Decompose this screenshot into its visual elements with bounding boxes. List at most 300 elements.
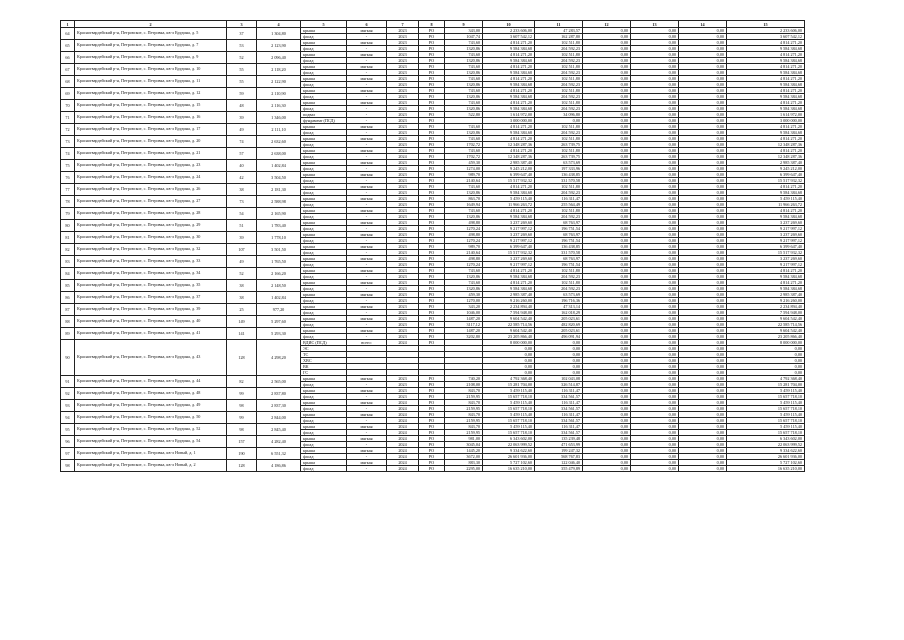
row-number: 66 xyxy=(61,52,75,64)
material-cell: - xyxy=(347,190,387,196)
col-14-cell: 0,00 xyxy=(679,466,727,472)
volume-cell: 1649,94 xyxy=(445,202,483,208)
unit-cost-cell: 496 091,94 xyxy=(535,334,583,340)
material-cell: мягкая xyxy=(347,124,387,130)
apartments-count: 49 xyxy=(227,124,257,136)
unit-cost-cell: 63 573,69 xyxy=(535,292,583,298)
material-cell: мягкая xyxy=(347,376,387,382)
col-13-cell: 0,00 xyxy=(631,34,679,40)
col-12-cell: 0,00 xyxy=(583,70,631,76)
material-cell: мягкая xyxy=(347,388,387,394)
cost-cell: 1 614 972,00 xyxy=(483,112,535,118)
material-cell: мягкая xyxy=(347,100,387,106)
col-14-cell: 0,00 xyxy=(679,94,727,100)
cost-cell: 7 594 948,00 xyxy=(483,310,535,316)
col-12-cell: 0,00 xyxy=(583,196,631,202)
total-cell: 5 459 115,40 xyxy=(727,196,805,202)
material-cell: - xyxy=(347,442,387,448)
col-13-cell: 0,00 xyxy=(631,238,679,244)
unit-cost-cell: 331 570,58 xyxy=(535,178,583,184)
apartments-count: 25 xyxy=(227,304,257,316)
total-cell: 5 459 115,40 xyxy=(727,400,805,406)
col-13-cell: 0,00 xyxy=(631,64,679,70)
source-cell: РО xyxy=(419,118,445,124)
col-13-cell: 0,00 xyxy=(631,100,679,106)
col-12-cell: 0,00 xyxy=(583,328,631,334)
source-cell: РО xyxy=(419,46,445,52)
col-12-cell: 0,00 xyxy=(583,214,631,220)
total-cell: 15 657 718,10 xyxy=(727,394,805,400)
source-cell: РО xyxy=(419,406,445,412)
address-cell: Красногвардейский р-н, Петровское, с. Петровка, кв-л Ерудина, д. 23 xyxy=(75,160,227,172)
col-13-cell: 0,00 xyxy=(631,430,679,436)
material-cell: мягкая xyxy=(347,232,387,238)
year-cell: 2023 xyxy=(387,118,419,124)
source-cell: РО xyxy=(419,112,445,118)
element-cell: фасад xyxy=(301,442,347,448)
year-cell: 2024 xyxy=(387,430,419,436)
material-cell: - xyxy=(347,58,387,64)
address-cell: Красногвардейский р-н, Петровское, с. Петровка, кв-л Ерудина, д. 44 xyxy=(75,376,227,388)
col-14-cell: 0,00 xyxy=(679,244,727,250)
header-cell-9: 9 xyxy=(445,21,483,28)
total-cell: 9 584 384,68 xyxy=(727,106,805,112)
col-13-cell: 0,00 xyxy=(631,226,679,232)
unit-cost-cell: 47 283,57 xyxy=(535,28,583,34)
cost-cell: 9 334 622,60 xyxy=(483,448,535,454)
header-cell-12: 12 xyxy=(583,21,631,28)
capital-repair-table xyxy=(60,20,805,472)
source-cell: РО xyxy=(419,34,445,40)
total-cell: 4 814 271,20 xyxy=(727,136,805,142)
total-cell: 5 459 115,40 xyxy=(727,388,805,394)
col-13-cell: 0,00 xyxy=(631,268,679,274)
element-cell: фасад xyxy=(301,34,347,40)
col-12-cell: 0,00 xyxy=(583,286,631,292)
source-cell: РО xyxy=(419,106,445,112)
row-number: 64 xyxy=(61,28,75,40)
row-number: 72 xyxy=(61,124,75,136)
table-body xyxy=(61,21,805,472)
col-12-cell: 0,00 xyxy=(583,172,631,178)
col-12-cell: 0,00 xyxy=(583,448,631,454)
col-13-cell: 0,00 xyxy=(631,322,679,328)
element-cell: фасад xyxy=(301,310,347,316)
col-12-cell: 0,00 xyxy=(583,34,631,40)
material-cell: мягкая xyxy=(347,136,387,142)
source-cell: РО xyxy=(419,88,445,94)
year-cell: 2023 xyxy=(387,328,419,334)
total-cell: 4 814 271,20 xyxy=(727,148,805,154)
col-12-cell: 0,00 xyxy=(583,436,631,442)
col-12-cell: 0,00 xyxy=(583,160,631,166)
unit-cost-cell: 204 592,23 xyxy=(535,286,583,292)
year-cell: 2023 xyxy=(387,268,419,274)
total-cell: 9 216 260,00 xyxy=(727,298,805,304)
col-13-cell: 0,00 xyxy=(631,346,679,352)
col-13-cell: 0,00 xyxy=(631,244,679,250)
col-12-cell: 0,00 xyxy=(583,430,631,436)
unit-cost-cell: 47 313,14 xyxy=(535,304,583,310)
header-cell-13: 13 xyxy=(631,21,679,28)
source-cell: РО xyxy=(419,28,445,34)
material-cell: мягкая xyxy=(347,304,387,310)
total-cell: 12 348 287,36 xyxy=(727,154,805,160)
apartments-count: 39 xyxy=(227,232,257,244)
year-cell: 2024 xyxy=(387,340,419,346)
unit-cost-cell: 199 247,32 xyxy=(535,448,583,454)
element-cell: крыша xyxy=(301,424,347,430)
element-cell: крыша xyxy=(301,328,347,334)
col-14-cell: 0,00 xyxy=(679,148,727,154)
address-cell: Красногвардейский р-н, Петровское, с. Петровка, кв-л Ерудина, д. 30 xyxy=(75,232,227,244)
row-number: 67 xyxy=(61,64,75,76)
cost-cell: 5 459 115,40 xyxy=(483,400,535,406)
col-14-cell: 0,00 xyxy=(679,298,727,304)
total-cell: 4 814 271,20 xyxy=(727,88,805,94)
cost-cell: 22 063 999,52 xyxy=(483,442,535,448)
unit-cost-cell: 162 018,29 xyxy=(535,310,583,316)
col-13-cell: 0,00 xyxy=(631,310,679,316)
col-13-cell: 0,00 xyxy=(631,184,679,190)
year-cell: 2023 xyxy=(387,160,419,166)
area-cell: 4 186,86 xyxy=(257,460,301,472)
volume-cell: 1320,86 xyxy=(445,46,483,52)
col-13-cell: 0,00 xyxy=(631,388,679,394)
address-cell: Красногвардейский р-н, Петровское, с. Петровка, кв-л Ерудина, д. 10 xyxy=(75,64,227,76)
unit-cost-cell: 334 561,57 xyxy=(535,406,583,412)
cost-cell: 4 814 271,20 xyxy=(483,136,535,142)
year-cell: 2023 xyxy=(387,70,419,76)
unit-cost-cell: 34 096,80 xyxy=(535,112,583,118)
col-12-cell: 0,00 xyxy=(583,352,631,358)
volume-cell: 1320,86 xyxy=(445,58,483,64)
cost-cell: 11 966 263,72 xyxy=(483,202,535,208)
year-cell: 2024 xyxy=(387,448,419,454)
cost-cell: 16 635 210,00 xyxy=(483,466,535,472)
row-number: 68 xyxy=(61,76,75,88)
row-number: 75 xyxy=(61,160,75,172)
year-cell: 2023 xyxy=(387,124,419,130)
col-12-cell: 0,00 xyxy=(583,400,631,406)
total-cell: 5 459 115,40 xyxy=(727,424,805,430)
col-14-cell: 0,00 xyxy=(679,70,727,76)
year-cell: 2024 xyxy=(387,148,419,154)
header-cell-6: 6 xyxy=(347,21,387,28)
col-12-cell: 0,00 xyxy=(583,250,631,256)
col-13-cell: 0,00 xyxy=(631,88,679,94)
cost-cell: 4 814 271,20 xyxy=(483,124,535,130)
area-cell: 2 118,20 xyxy=(257,64,301,76)
col-14-cell: 0,00 xyxy=(679,220,727,226)
volume-cell: 1320,86 xyxy=(445,190,483,196)
element-cell: крыша xyxy=(301,40,347,46)
source-cell: РО xyxy=(419,304,445,310)
cost-cell: 0,00 xyxy=(483,358,535,364)
col-13-cell: 0,00 xyxy=(631,262,679,268)
cost-cell: 3 237 269,60 xyxy=(483,256,535,262)
cost-cell: 6 399 647,40 xyxy=(483,244,535,250)
address-cell: Красногвардейский р-н, Петровское, с. Петровка, кв-л Ерудина, д. 24 xyxy=(75,172,227,184)
col-14-cell: 0,00 xyxy=(679,154,727,160)
apartments-count: 49 xyxy=(227,256,257,268)
source-cell: РО xyxy=(419,214,445,220)
year-cell: 2023 xyxy=(387,322,419,328)
total-cell: 12 348 287,36 xyxy=(727,142,805,148)
source-cell: РО xyxy=(419,142,445,148)
volume-cell: 1320,86 xyxy=(445,130,483,136)
material-cell: - xyxy=(347,34,387,40)
col-12-cell: 0,00 xyxy=(583,424,631,430)
unit-cost-cell: 68 763,97 xyxy=(535,220,583,226)
cost-cell: 5 727 102,60 xyxy=(483,460,535,466)
total-cell: 4 814 271,20 xyxy=(727,184,805,190)
col-13-cell: 0,00 xyxy=(631,166,679,172)
col-14-cell: 0,00 xyxy=(679,202,727,208)
apartments-count: 99 xyxy=(227,388,257,400)
col-13-cell: 0,00 xyxy=(631,160,679,166)
col-12-cell: 0,00 xyxy=(583,418,631,424)
material-cell: мягкая xyxy=(347,400,387,406)
volume-cell: 1270,24 xyxy=(445,238,483,244)
cost-cell: 4 814 271,20 xyxy=(483,268,535,274)
col-13-cell: 0,00 xyxy=(631,454,679,460)
volume-cell: 498,80 xyxy=(445,220,483,226)
col-12-cell: 0,00 xyxy=(583,292,631,298)
cost-cell: 4 814 271,20 xyxy=(483,52,535,58)
area-cell: 4 282,40 xyxy=(257,436,301,448)
material-cell: - xyxy=(347,286,387,292)
total-cell: 0,00 xyxy=(727,364,805,370)
total-cell: 16 635 210,00 xyxy=(727,466,805,472)
element-cell: фасад xyxy=(301,70,347,76)
year-cell: 2023 xyxy=(387,184,419,190)
apartments-count: 54 xyxy=(227,208,257,220)
year-cell: 2023 xyxy=(387,286,419,292)
volume-cell: 743,60 xyxy=(445,268,483,274)
year-cell: 2023 xyxy=(387,40,419,46)
area-cell: 1 304,80 xyxy=(257,28,301,40)
col-12-cell: 0,00 xyxy=(583,460,631,466)
unit-cost-cell: 196 751,54 xyxy=(535,238,583,244)
volume-cell: 1702,72 xyxy=(445,142,483,148)
total-cell: 6 343 602,00 xyxy=(727,436,805,442)
col-12-cell: 0,00 xyxy=(583,142,631,148)
col-14-cell: 0,00 xyxy=(679,262,727,268)
cost-cell: 4 814 271,20 xyxy=(483,88,535,94)
material-cell: мягкая xyxy=(347,448,387,454)
address-cell: Красногвардейский р-н, Петровское, с. Петровка, кв-л Ерудина, д. 54 xyxy=(75,436,227,448)
year-cell: 2023 xyxy=(387,52,419,58)
unit-cost-cell: 102 511,80 xyxy=(535,148,583,154)
material-cell: - xyxy=(347,142,387,148)
address-cell: Красногвардейский р-н, Петровское, с. Петровка, кв-л Ерудина, д. 49 xyxy=(75,400,227,412)
col-13-cell: 0,00 xyxy=(631,76,679,82)
volume-cell: 1046,00 xyxy=(445,310,483,316)
volume-cell: 1445,20 xyxy=(445,448,483,454)
year-cell: 2024 xyxy=(387,460,419,466)
volume-cell: 1702,72 xyxy=(445,154,483,160)
cost-cell: 5 459 115,40 xyxy=(483,196,535,202)
volume-cell: 743,60 xyxy=(445,208,483,214)
col-12-cell: 0,00 xyxy=(583,262,631,268)
unit-cost-cell: 162 287,80 xyxy=(535,34,583,40)
col-12-cell: 0,00 xyxy=(583,346,631,352)
element-cell: фасад xyxy=(301,334,347,340)
material-cell: - xyxy=(347,70,387,76)
row-number: 97 xyxy=(61,448,75,460)
year-cell: 2023 xyxy=(387,208,419,214)
cost-cell: 8 000 000,00 xyxy=(483,340,535,346)
header-cell-15: 15 xyxy=(727,21,805,28)
row-number: 86 xyxy=(61,292,75,304)
element-cell: фасад xyxy=(301,142,347,148)
source-cell: РО xyxy=(419,244,445,250)
element-cell: фасад xyxy=(301,130,347,136)
year-cell: 2023 xyxy=(387,100,419,106)
col-12-cell: 0,00 xyxy=(583,358,631,364)
source-cell: РО xyxy=(419,460,445,466)
col-13-cell: 0,00 xyxy=(631,292,679,298)
col-14-cell: 0,00 xyxy=(679,238,727,244)
year-cell: 2023 xyxy=(387,292,419,298)
area-cell: 2 111,10 xyxy=(257,124,301,136)
unit-cost-cell: 204 592,23 xyxy=(535,82,583,88)
col-14-cell: 0,00 xyxy=(679,40,727,46)
col-13-cell: 0,00 xyxy=(631,250,679,256)
volume-cell: 1320,86 xyxy=(445,94,483,100)
unit-cost-cell: 205 023,61 xyxy=(535,316,583,322)
cost-cell: 22 585 714,56 xyxy=(483,322,535,328)
address-cell: Красногвардейский р-н, Петровское, с. Петровка, кв-л Ерудина, д. 26 xyxy=(75,184,227,196)
apartments-count: 38 xyxy=(227,280,257,292)
cost-cell: 2 234 894,40 xyxy=(483,304,535,310)
document-sheet xyxy=(60,20,804,472)
col-12-cell: 0,00 xyxy=(583,118,631,124)
total-cell: 6 399 647,40 xyxy=(727,244,805,250)
unit-cost-cell: 102 511,80 xyxy=(535,40,583,46)
volume-cell: 883,30 xyxy=(445,460,483,466)
material-cell: мягкая xyxy=(347,208,387,214)
area-cell: 1 346,00 xyxy=(257,112,301,124)
year-cell: 2023 xyxy=(387,106,419,112)
col-13-cell: 0,00 xyxy=(631,112,679,118)
volume-cell: 743,60 xyxy=(445,280,483,286)
apartments-count: 52 xyxy=(227,268,257,280)
area-cell: 3 501,50 xyxy=(257,244,301,256)
col-12-cell: 0,00 xyxy=(583,370,631,376)
address-cell: Красногвардейский р-н, Петровское, с. Петровка, кв-л Ерудина, д. 5 xyxy=(75,28,227,40)
source-cell: РО xyxy=(419,436,445,442)
col-14-cell: 0,00 xyxy=(679,310,727,316)
year-cell: 2024 xyxy=(387,406,419,412)
address-cell: Красногвардейский р-н, Петровское, с. Петровка, кв-л Ерудина, д. 27 xyxy=(75,196,227,208)
material-cell: - xyxy=(347,274,387,280)
col-13-cell: 0,00 xyxy=(631,352,679,358)
col-14-cell: 0,00 xyxy=(679,280,727,286)
unit-cost-cell: 135 239,48 xyxy=(535,436,583,442)
source-cell: РО xyxy=(419,58,445,64)
unit-cost-cell: 116 311,47 xyxy=(535,424,583,430)
element-cell: крыша xyxy=(301,52,347,58)
year-cell: 2023 xyxy=(387,94,419,100)
source-cell: РО xyxy=(419,316,445,322)
col-14-cell: 0,00 xyxy=(679,268,727,274)
cost-cell: 9 217 997,12 xyxy=(483,238,535,244)
source-cell: РО xyxy=(419,190,445,196)
cost-cell: 9 584 384,68 xyxy=(483,130,535,136)
total-cell: 9 584 384,68 xyxy=(727,94,805,100)
col-13-cell: 0,00 xyxy=(631,118,679,124)
col-12-cell: 0,00 xyxy=(583,280,631,286)
source-cell: РО xyxy=(419,454,445,460)
volume-cell: 1320,86 xyxy=(445,274,483,280)
source-cell: РО xyxy=(419,430,445,436)
unit-cost-cell: 102 511,80 xyxy=(535,280,583,286)
unit-cost-cell: 204 592,23 xyxy=(535,46,583,52)
total-cell: 15 281 704,00 xyxy=(727,382,805,388)
unit-cost-cell: 204 592,23 xyxy=(535,130,583,136)
unit-cost-cell: 116 311,47 xyxy=(535,400,583,406)
col-12-cell: 0,00 xyxy=(583,40,631,46)
source-cell: РО xyxy=(419,64,445,70)
col-12-cell: 0,00 xyxy=(583,412,631,418)
volume-cell: 2159,95 xyxy=(445,394,483,400)
col-13-cell: 0,00 xyxy=(631,406,679,412)
cost-cell: 3 000 000,00 xyxy=(483,118,535,124)
year-cell: 2024 xyxy=(387,436,419,442)
col-12-cell: 0,00 xyxy=(583,256,631,262)
col-13-cell: 0,00 xyxy=(631,400,679,406)
col-12-cell: 0,00 xyxy=(583,334,631,340)
cost-cell: 2 985 387,40 xyxy=(483,292,535,298)
cost-cell: 0,00 xyxy=(483,364,535,370)
col-14-cell: 0,00 xyxy=(679,28,727,34)
material-cell: мягкая xyxy=(347,412,387,418)
unit-cost-cell: 102 511,80 xyxy=(535,88,583,94)
col-13-cell: 0,00 xyxy=(631,172,679,178)
year-cell: 2023 xyxy=(387,394,419,400)
total-cell: 9 604 542,40 xyxy=(727,316,805,322)
material-cell: - xyxy=(347,226,387,232)
element-cell: крыша xyxy=(301,256,347,262)
col-12-cell: 0,00 xyxy=(583,376,631,382)
cost-cell: 5 459 115,40 xyxy=(483,412,535,418)
col-14-cell: 0,00 xyxy=(679,196,727,202)
unit-cost-cell: 0,00 xyxy=(535,364,583,370)
col-12-cell: 0,00 xyxy=(583,58,631,64)
year-cell: 2023 xyxy=(387,238,419,244)
element-cell: крыша xyxy=(301,244,347,250)
row-number: 79 xyxy=(61,208,75,220)
element-cell: фасад xyxy=(301,154,347,160)
total-cell: 3 237 269,60 xyxy=(727,220,805,226)
col-14-cell: 0,00 xyxy=(679,64,727,70)
material-cell: мягкая xyxy=(347,160,387,166)
col-13-cell: 0,00 xyxy=(631,232,679,238)
col-13-cell: 0,00 xyxy=(631,58,679,64)
col-12-cell: 0,00 xyxy=(583,46,631,52)
element-cell: крыша xyxy=(301,124,347,130)
col-13-cell: 0,00 xyxy=(631,394,679,400)
col-14-cell: 0,00 xyxy=(679,34,727,40)
total-cell: 4 792 368,40 xyxy=(727,376,805,382)
col-12-cell: 0,00 xyxy=(583,52,631,58)
volume-cell: 981,00 xyxy=(445,436,483,442)
col-14-cell: 0,00 xyxy=(679,286,727,292)
cost-cell: 2 985 387,40 xyxy=(483,160,535,166)
col-14-cell: 0,00 xyxy=(679,370,727,376)
